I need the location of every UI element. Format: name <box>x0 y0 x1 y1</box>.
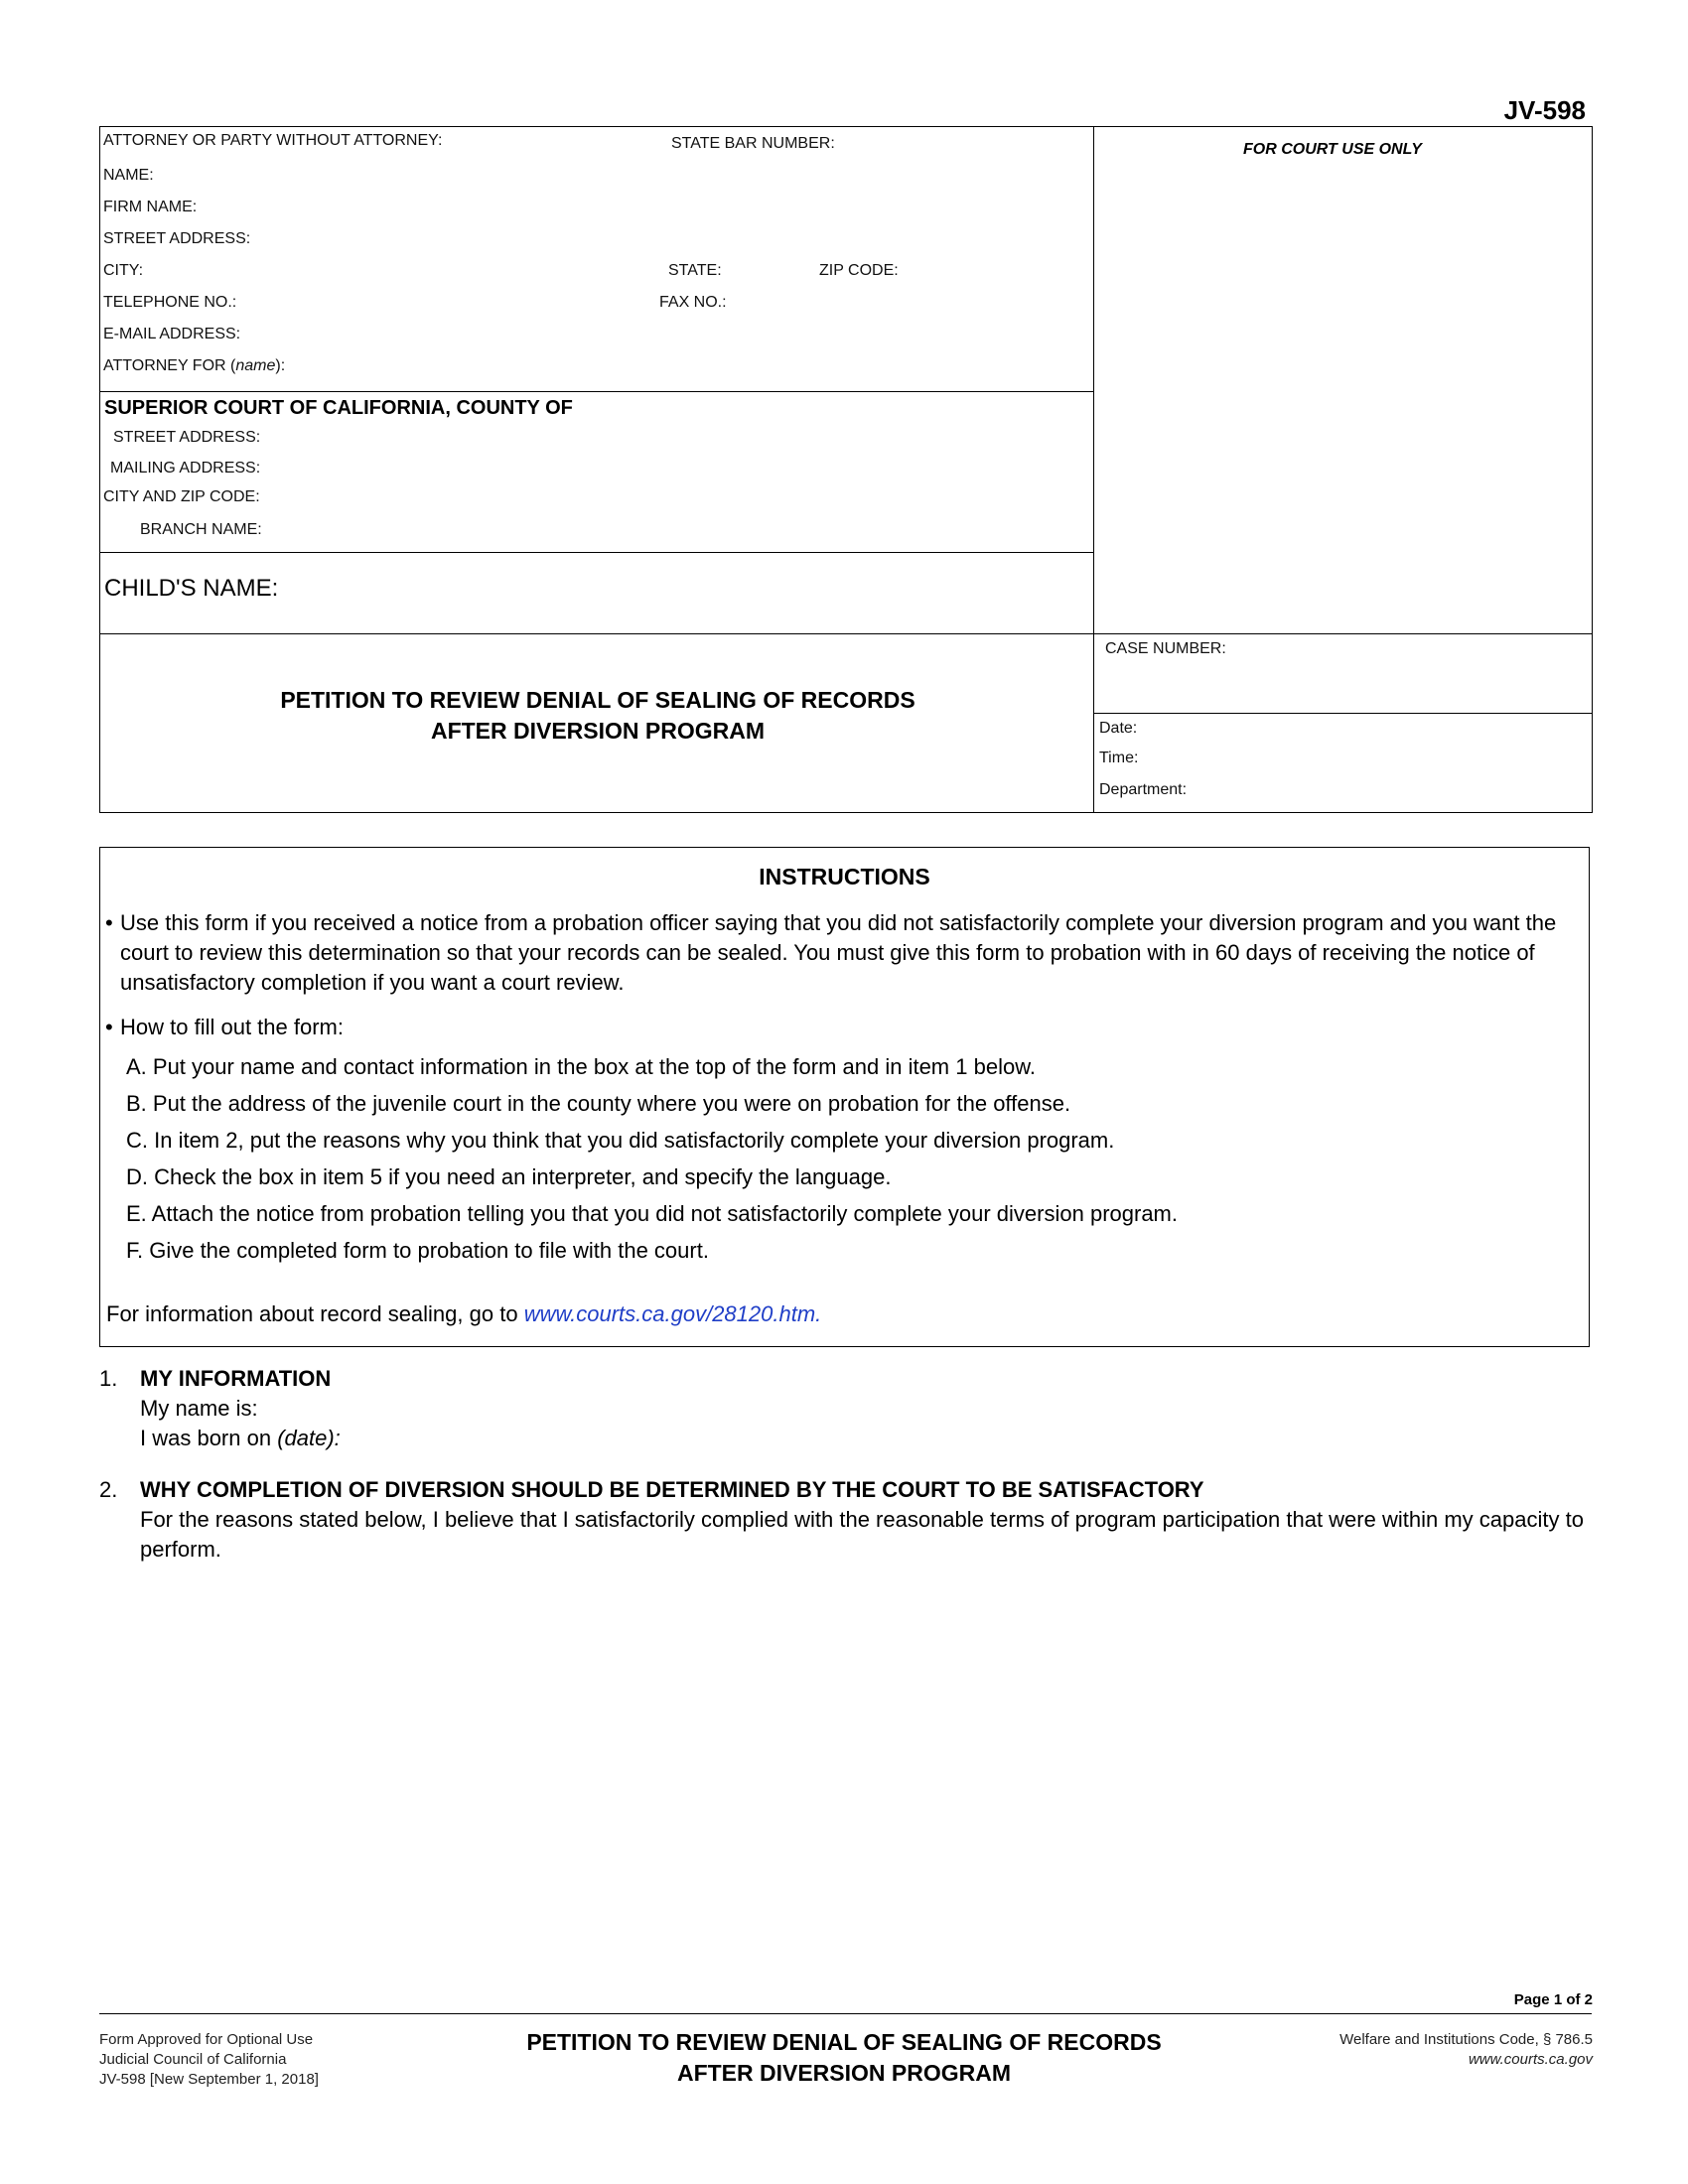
state-label[interactable]: STATE: <box>668 262 722 279</box>
footer-approval: Form Approved for Optional Use Judicial Council of California JV-598 [New September 1, 2018] <box>99 2031 319 2088</box>
instruction-steps <box>126 1052 1178 1273</box>
city-label[interactable]: CITY: <box>103 262 144 279</box>
instruction-step: A. Put your name and contact information in the box at the top of the form and in item 1 below. <box>126 1054 1036 1079</box>
date-label[interactable]: Date: <box>1099 720 1138 737</box>
child-section-rule <box>100 633 1093 634</box>
state-bar-label: STATE BAR NUMBER: <box>671 135 835 152</box>
instruction-bullet-1: • Use this form if you received a notice from a probation officer saying that you did not satisfactorily complete your diversion program and you want the court to review this determination so that your records can be sealed. You must give this form to probation with in 60 days of receiving the notice of unsatisfactory completion if you want a court review. <box>105 910 1557 995</box>
item-2-number: 2. <box>99 1477 118 1502</box>
attorney-section-rule <box>100 391 1093 392</box>
bullet-dot-icon: • <box>105 1015 113 1039</box>
item-2-body: For the reasons stated below, I believe that I satisfactorily complied with the reasonable terms of program participation that were within my capacity to perform. <box>140 1507 1584 1562</box>
page-number: Page 1 of 2 <box>1513 1991 1593 2008</box>
court-title: SUPERIOR COURT OF CALIFORNIA, COUNTY OF <box>104 397 573 419</box>
court-use-bottom-rule <box>1093 633 1593 634</box>
record-sealing-info: For information about record sealing, go to www.courts.ca.gov/28120.htm. <box>106 1301 822 1326</box>
attorney-heading: ATTORNEY OR PARTY WITHOUT ATTORNEY: <box>103 132 443 149</box>
instruction-step: C. In item 2, put the reasons why you think that you did satisfactorily complete your diversion program. <box>126 1128 1115 1153</box>
my-name-field[interactable]: My name is: <box>140 1396 258 1421</box>
instruction-bullet-2: • How to fill out the form: <box>105 1013 1575 1042</box>
zip-code-label[interactable]: ZIP CODE: <box>819 262 899 279</box>
record-sealing-link[interactable]: www.courts.ca.gov/28120.htm. <box>523 1301 822 1326</box>
item-1-number: 1. <box>99 1366 118 1391</box>
form-number: JV-598 <box>1503 95 1586 125</box>
footer-rule <box>99 2013 1592 2014</box>
instructions-heading: INSTRUCTIONS <box>759 864 930 889</box>
court-mailing-label[interactable]: MAILING ADDRESS: <box>110 460 261 477</box>
court-section-rule <box>100 552 1093 553</box>
instruction-step: D. Check the box in item 5 if you need an interpreter, and specify the language. <box>126 1164 892 1189</box>
street-address-label[interactable]: STREET ADDRESS: <box>103 230 251 247</box>
telephone-label[interactable]: TELEPHONE NO.: <box>103 294 237 311</box>
item-2-why-satisfactory <box>99 1475 1599 1574</box>
email-label[interactable]: E-MAIL ADDRESS: <box>103 326 241 342</box>
footer-url[interactable]: www.courts.ca.gov <box>1468 2051 1593 2068</box>
item-1-my-information <box>99 1364 1589 1463</box>
court-use-only-label: FOR COURT USE ONLY <box>1243 141 1422 158</box>
case-number-label[interactable]: CASE NUMBER: <box>1105 640 1226 657</box>
footer-citation: Welfare and Institutions Code, § 786.5 www.courts.ca.gov <box>1339 2031 1593 2068</box>
footer-title: PETITION TO REVIEW DENIAL OF SEALING OF RECORDS AFTER DIVERSION PROGRAM <box>526 2029 1162 2086</box>
item-1-heading: MY INFORMATION <box>140 1366 332 1391</box>
firm-name-label[interactable]: FIRM NAME: <box>103 199 198 215</box>
form-title <box>100 685 1095 747</box>
time-label[interactable]: Time: <box>1099 750 1139 766</box>
fax-label[interactable]: FAX NO.: <box>659 294 727 311</box>
item-1-body <box>140 1394 1600 1453</box>
court-city-zip-label[interactable]: CITY AND ZIP CODE: <box>103 488 260 505</box>
instruction-step: B. Put the address of the juvenile court in the county where you were on probation for the offense. <box>126 1091 1071 1116</box>
court-branch-label[interactable]: BRANCH NAME: <box>140 521 262 538</box>
instructions-box <box>99 847 1590 1347</box>
bullet-dot-icon: • <box>105 910 113 935</box>
caption-box <box>99 126 1593 813</box>
case-number-rule <box>1093 713 1593 714</box>
court-street-label[interactable]: STREET ADDRESS: <box>113 429 261 446</box>
form-title-line1: PETITION TO REVIEW DENIAL OF SEALING OF RECORDS <box>280 687 915 713</box>
department-label[interactable]: Department: <box>1099 781 1188 798</box>
instruction-step: F. Give the completed form to probation to file with the court. <box>126 1238 709 1263</box>
birth-date-field[interactable]: I was born on (date): <box>140 1426 341 1450</box>
item-2-heading: WHY COMPLETION OF DIVERSION SHOULD BE DETERMINED BY THE COURT TO BE SATISFACTORY <box>140 1477 1204 1502</box>
name-label[interactable]: NAME: <box>103 167 154 184</box>
form-title-line2: AFTER DIVERSION PROGRAM <box>430 718 766 744</box>
instruction-step: E. Attach the notice from probation telling you that you did not satisfactorily complete your diversion program. <box>126 1201 1178 1226</box>
child-name-label[interactable]: CHILD'S NAME: <box>104 575 279 602</box>
attorney-for-label[interactable]: ATTORNEY FOR (name): <box>103 357 286 374</box>
